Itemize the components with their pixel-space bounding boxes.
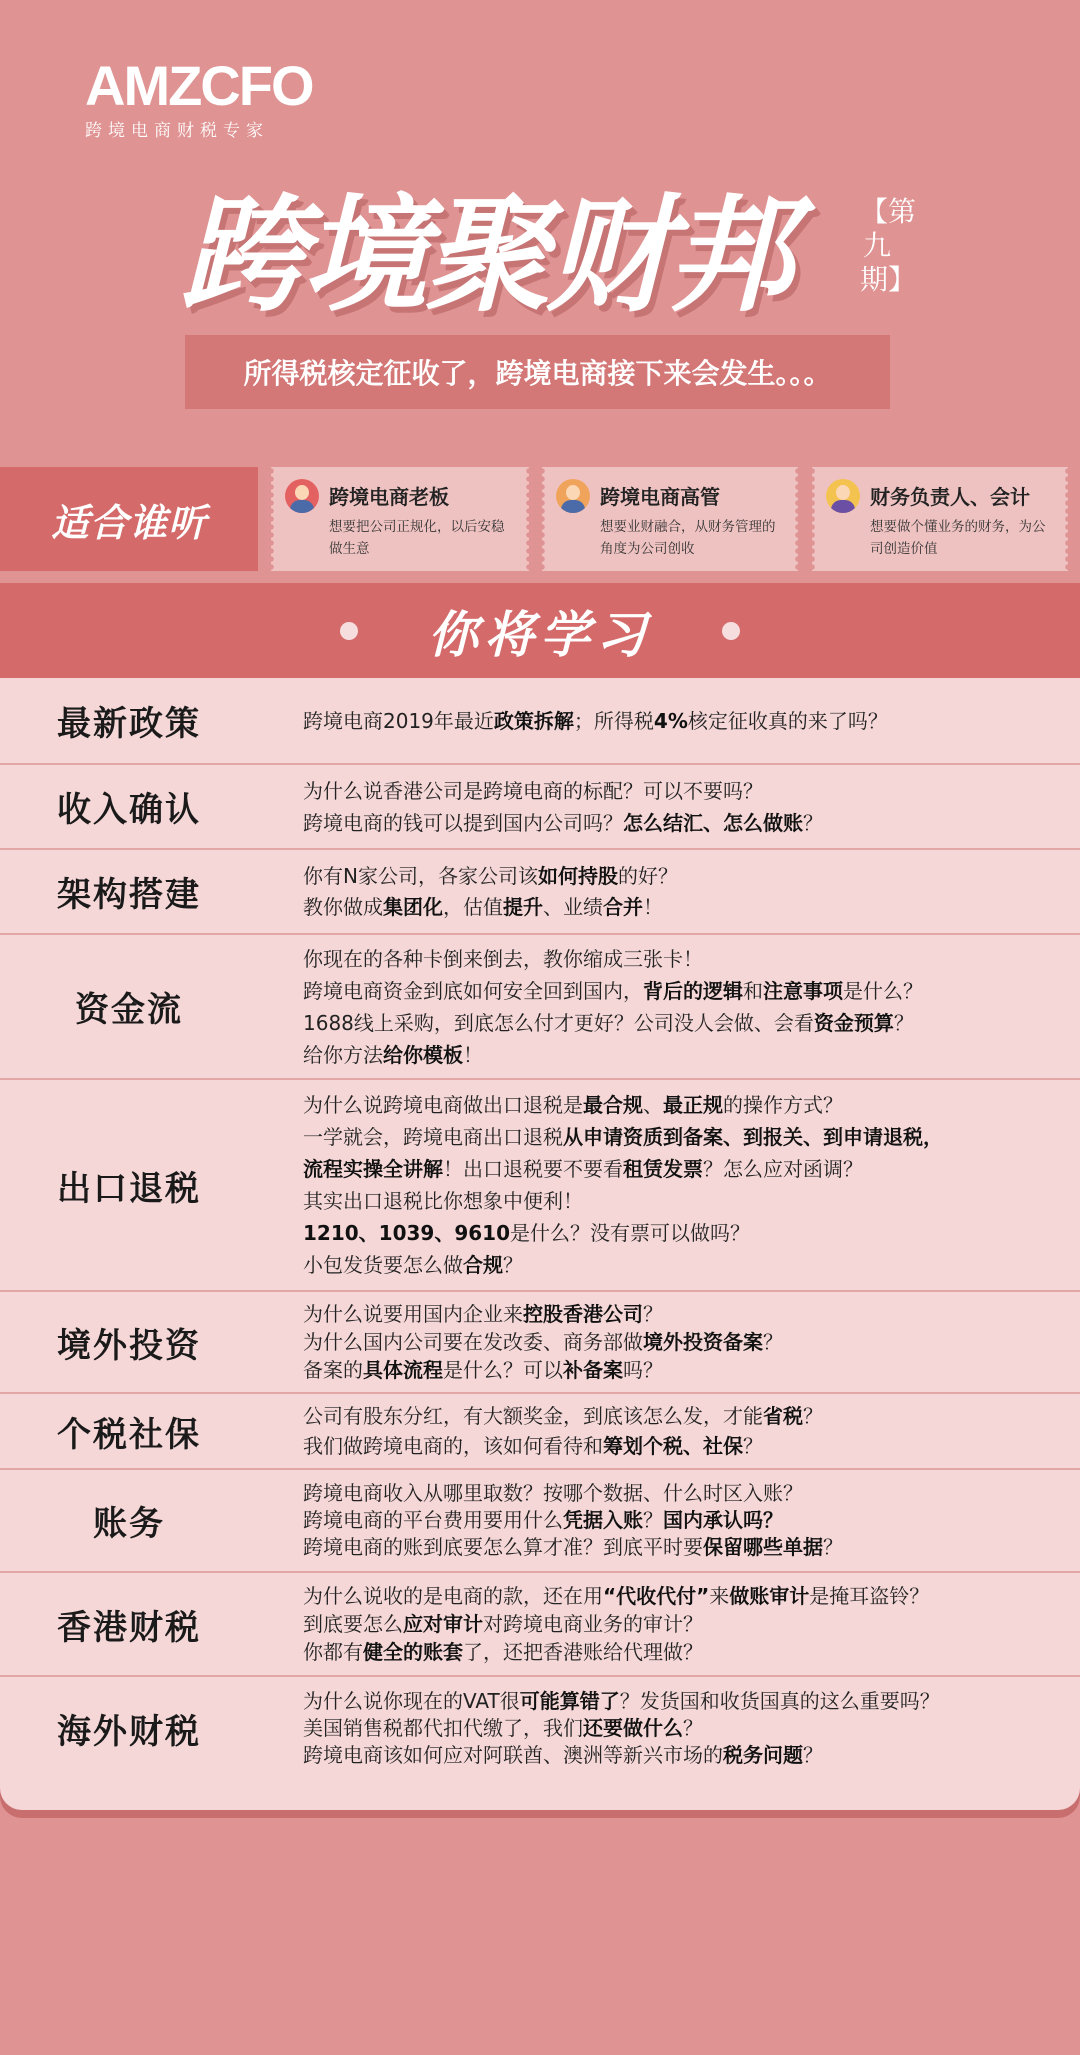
row-line [303,1039,1050,1071]
audience-card-boss [271,467,529,571]
line-text: 为什么国内公司要在发改委、商务部做 [303,1330,643,1354]
line-text: 是掩耳盗铃？ [809,1584,930,1608]
line-text: 是什么？可以 [443,1358,563,1382]
audience-card-desc: 想要把公司正规化，以后安稳 [329,519,505,535]
line-text: 你现在的各种卡倒来倒去，教你缩成三张卡！ [303,946,703,971]
issue-text: 【第九期】 [860,195,917,296]
row-line [303,1638,1050,1666]
highlight-text: 背后的逻辑 [643,978,743,1003]
row-line [303,975,1050,1007]
highlight-text: 最正规 [663,1093,723,1117]
row-category: 香港财税 [57,1607,201,1648]
line-text: 教你做成 [303,894,383,919]
row-line [303,1688,1050,1715]
row-category: 出口退税 [57,1168,201,1209]
line-text: 是什么？没有票可以做吗？ [510,1221,750,1245]
line-text: ？ [893,1010,914,1035]
table-row [0,848,1080,933]
bullet-dot-icon [340,622,358,640]
bullet-dot-icon [722,622,740,640]
row-line [303,1507,1050,1534]
row-line [303,1007,1050,1039]
table-row [0,933,1080,1078]
audience-card-desc: 角度为公司创收 [600,541,695,557]
line-text: 为什么说要用国内企业来 [303,1302,523,1326]
line-text: 美国销售税都代扣代缴了，我们 [303,1716,583,1740]
line-text: 一学就会，跨境电商出口退税 [303,1125,563,1149]
row-line [303,1153,1050,1185]
row-line [303,1356,1050,1384]
row-content [303,935,1050,1078]
row-content [303,678,1050,763]
highlight-text: 4% [653,708,688,733]
highlight-text: 合并 [603,894,643,919]
highlight-text: 省税 [763,1404,803,1428]
row-category: 最新政策 [57,704,201,744]
row-line [303,1121,1050,1153]
table-row [0,763,1080,848]
audience-card-desc: 司创造价值 [870,541,938,557]
highlight-text: 如何持股 [537,863,618,888]
row-content [303,1573,1050,1675]
line-text: ；所得税 [573,708,654,733]
logo-tagline: 跨境电商财税专家 [85,121,269,141]
line-text: 核定征收真的来了吗？ [687,708,888,733]
row-line [303,943,1050,975]
highlight-text: 可能算错了 [519,1689,620,1713]
subtitle: 所得税核定征收了，跨境电商接下来会发生。。。 [243,357,832,390]
accountant-avatar-icon [826,479,860,513]
line-text: ？ [683,1716,703,1740]
line-text: 1688线上采购，到底怎么付才更好？公司没人会做、会看 [303,1010,814,1035]
row-content [303,1292,1050,1392]
highlight-text: 从申请资质到备案、到报关、到申请退税， [563,1125,943,1149]
row-line [303,1715,1050,1742]
line-text: 你有N家公司，各家公司该 [303,863,538,888]
row-line [303,807,1050,839]
line-text: 备案的 [303,1358,363,1382]
row-category: 境外投资 [57,1325,201,1366]
boss-avatar-icon [285,479,319,513]
audience-card-title: 跨境电商高管 [600,485,720,509]
brand-logo [85,54,313,141]
highlight-text: 国内承认吗？ [663,1508,783,1532]
line-text: 的好？ [617,863,678,888]
row-content [303,1080,1050,1290]
highlight-text: 政策拆解 [493,708,574,733]
highlight-text: 最合规 [583,1093,643,1117]
table-row [0,1571,1080,1675]
highlight-text: 健全的账套 [363,1640,463,1664]
highlight-text: 做账审计 [729,1584,810,1608]
highlight-text: 补备案 [563,1358,623,1382]
table-row [0,1675,1080,1780]
manager-avatar-icon [556,479,590,513]
page-title-wrap [180,181,900,329]
line-text: 对跨境电商业务的审计？ [483,1612,703,1636]
table-row [0,1468,1080,1571]
row-content [303,1394,1050,1468]
line-text: ？ [643,1508,663,1532]
line-text: ？ [643,1302,663,1326]
highlight-text: 筹划个税、社保 [603,1434,743,1458]
row-line [303,1534,1050,1561]
row-line [303,1582,1050,1610]
audience-card-title: 跨境电商老板 [329,485,449,509]
line-text: 吗？ [623,1358,663,1382]
line-text: 其实出口退税比你想象中便利！ [303,1189,583,1213]
line-text: 跨境电商该如何应对阿联酋、澳洲等新兴市场的 [303,1743,723,1767]
line-text: ？ [803,810,823,835]
line-text: 跨境电商的账到底要怎么算才准？到底平时要 [303,1535,703,1559]
line-text: ？ [743,1434,763,1458]
row-line [303,1401,1050,1431]
line-text: 给你方法 [303,1042,383,1067]
highlight-text: 1210、1039、9610 [303,1221,510,1245]
row-line [303,1185,1050,1217]
row-line [303,1217,1050,1249]
row-line [303,705,1050,737]
row-content [303,850,1050,933]
line-text: ？怎么应对函调？ [703,1157,863,1181]
audience-tickets [0,467,1080,571]
line-text: 、 [643,1093,663,1117]
highlight-text: 凭据入账 [563,1508,643,1532]
audience-card-title: 财务负责人、会计 [870,485,1030,509]
audience-card-accountant [812,467,1068,571]
audience-card-desc: 想要业财融合，从财务管理的 [600,519,776,535]
line-text: 跨境电商的钱可以提到国内公司吗？ [303,810,623,835]
highlight-text: 给你模板 [383,1042,463,1067]
table-row [0,1290,1080,1392]
line-text: 跨境电商的平台费用要用什么 [303,1508,563,1532]
highlight-text: 税务问题 [723,1743,803,1767]
line-text: 了，还把香港账给代理做？ [463,1640,703,1664]
subtitle-banner [185,335,890,409]
line-text: 是什么？ [843,978,923,1003]
audience-card-desc: 做生意 [329,541,370,557]
row-category: 海外财税 [57,1712,201,1752]
highlight-text: 具体流程 [363,1358,443,1382]
row-line [303,1480,1050,1507]
line-text: ？ [823,1535,843,1559]
line-text: ？发货国和收货国真的这么重要吗？ [619,1689,940,1713]
row-line [303,1089,1050,1121]
line-text: ！出口退税要不要看 [443,1157,623,1181]
highlight-text: 还要做什么 [583,1716,683,1740]
row-line [303,775,1050,807]
row-line [303,1610,1050,1638]
row-content [303,1470,1050,1571]
line-text: ！ [643,894,663,919]
row-line [303,892,1050,923]
learn-heading: 你将学习 [428,605,652,664]
audience-card-manager [542,467,798,571]
row-category: 收入确认 [57,790,201,830]
line-text: ？ [503,1253,523,1277]
line-text: ，估值 [443,894,503,919]
logo-text: AMZCFO [85,54,313,117]
row-line [303,1249,1050,1281]
highlight-text: 保留哪些单据 [703,1535,823,1559]
line-text: ！ [463,1042,483,1067]
line-text: 和 [743,978,763,1003]
row-line [303,1742,1050,1769]
line-text: 跨境电商2019年最近 [303,708,494,733]
line-text: 、业绩 [543,894,603,919]
highlight-text: 租赁发票 [623,1157,703,1181]
line-text: 的操作方式？ [723,1093,843,1117]
curriculum-table [0,678,1080,1810]
highlight-text: 注意事项 [763,978,843,1003]
table-row [0,1078,1080,1290]
highlight-text: 流程实操全讲解 [303,1157,443,1181]
line-text: ？ [803,1404,823,1428]
row-line [303,1300,1050,1328]
highlight-text: 资金预算 [813,1010,894,1035]
row-content [303,765,1050,848]
line-text: 为什么说收的是电商的款，还在用 [303,1584,603,1608]
page-title: 跨境聚财邦 [180,181,790,329]
highlight-text: 合规 [463,1253,503,1277]
line-text: 我们做跨境电商的，该如何看待和 [303,1434,603,1458]
line-text: ？ [803,1743,823,1767]
row-category: 资金流 [75,990,183,1030]
line-text: 你都有 [303,1640,363,1664]
row-line [303,1431,1050,1461]
line-text: 为什么说跨境电商做出口退税是 [303,1093,583,1117]
table-row [0,1392,1080,1468]
line-text: 跨境电商收入从哪里取数？按哪个数据、什么时区入账？ [303,1481,803,1505]
highlight-text: 怎么结汇、怎么做账 [623,810,803,835]
row-category: 个税社保 [57,1414,201,1455]
line-text: 跨境电商资金到底如何安全回到国内， [303,978,643,1003]
audience-label: 适合谁听 [50,500,207,545]
line-text: 到底要怎么 [303,1612,403,1636]
row-content [303,1677,1050,1780]
row-category: 账务 [93,1504,165,1544]
highlight-text: 集团化 [383,894,443,919]
line-text: 为什么说你现在的VAT很 [303,1689,520,1713]
audience-card-desc: 想要做个懂业务的财务，为公 [870,519,1046,535]
row-line [303,861,1050,892]
row-line [303,1328,1050,1356]
table-row [0,678,1080,763]
line-text: 来 [709,1584,730,1608]
row-category: 架构搭建 [57,875,201,915]
highlight-text: 境外投资备案 [643,1330,763,1354]
line-text: 公司有股东分红，有大额奖金，到底该怎么发，才能 [303,1404,763,1428]
issue-label [860,195,917,297]
line-text: ？ [763,1330,783,1354]
learn-banner [0,583,1080,678]
highlight-text: “代收代付” [603,1584,710,1608]
highlight-text: 应对审计 [403,1612,483,1636]
highlight-text: 提升 [503,894,543,919]
line-text: 小包发货要怎么做 [303,1253,463,1277]
line-text: 为什么说香港公司是跨境电商的标配？可以不要吗？ [303,778,763,803]
highlight-text: 控股香港公司 [523,1302,643,1326]
